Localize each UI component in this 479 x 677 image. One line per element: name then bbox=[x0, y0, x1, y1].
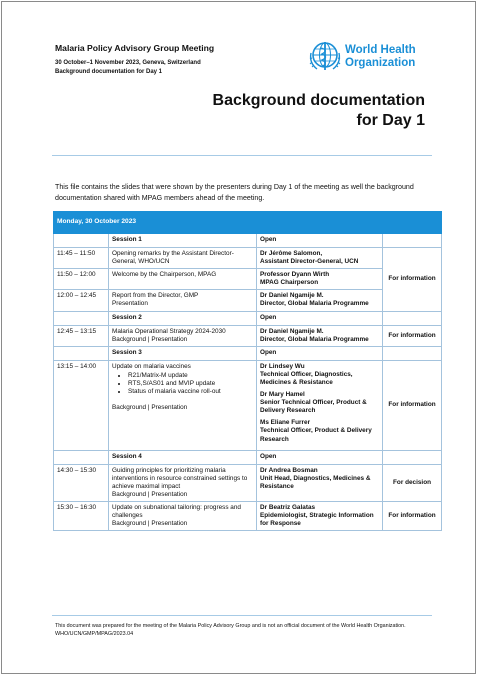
session-label: Session 3 bbox=[109, 346, 257, 360]
table-row bbox=[54, 501, 442, 530]
list-item: • Status of malaria vaccine roll-out bbox=[128, 388, 253, 396]
footer-divider bbox=[52, 615, 432, 616]
time-cell: 11:45 – 11:50 bbox=[54, 248, 109, 269]
time-cell: 15:30 – 16:30 bbox=[54, 501, 109, 530]
list-item: • R21/Matrix-M update bbox=[128, 372, 253, 380]
table-row bbox=[54, 248, 442, 269]
open-label: Open bbox=[257, 346, 383, 360]
speaker-cell: Dr Lindsey Wu Technical Officer, Diagnostics, Medicines & Resistance Dr Mary Hamel Senior Technical Officer, Product & Delivery Research Ms Eliane Furrer Technical Officer, Product & Delivery Research bbox=[257, 360, 383, 450]
session-header-row bbox=[54, 346, 442, 360]
who-logo bbox=[307, 39, 432, 79]
session-cell: Report from the Director, GMP Presentation bbox=[109, 290, 257, 311]
footer bbox=[55, 623, 435, 638]
speaker-cell: Dr Daniel Ngamije M. Director, Global Malaria Programme bbox=[257, 325, 383, 346]
who-emblem-icon bbox=[307, 39, 343, 75]
time-cell: 14:30 – 15:30 bbox=[54, 464, 109, 501]
purpose-cell: For information bbox=[383, 325, 442, 346]
session-header-row bbox=[54, 234, 442, 248]
speaker-cell: Dr Jérôme Salomon, Assistant Director-General, UCN bbox=[257, 248, 383, 269]
session-cell: Malaria Operational Strategy 2024-2030 Background | Presentation bbox=[109, 325, 257, 346]
session-cell: Opening remarks by the Assistant Director-General, WHO/UCN bbox=[109, 248, 257, 269]
open-label: Open bbox=[257, 450, 383, 464]
document-page bbox=[1, 1, 476, 674]
meeting-date-line: 30 October–1 November 2023, Geneva, Switzerland bbox=[55, 60, 201, 66]
purpose-cell: For decision bbox=[383, 464, 442, 501]
time-cell: 13:15 – 14:00 bbox=[54, 360, 109, 450]
session-cell: Welcome by the Chairperson, MPAG bbox=[109, 269, 257, 290]
purpose-cell: For information bbox=[383, 501, 442, 530]
open-label: Open bbox=[257, 234, 383, 248]
speaker-cell: Dr Daniel Ngamije M. Director, Global Malaria Programme bbox=[257, 290, 383, 311]
session-header-row bbox=[54, 311, 442, 325]
day-header-row bbox=[54, 212, 442, 234]
title-divider bbox=[52, 155, 432, 156]
session-label: Session 1 bbox=[109, 234, 257, 248]
list-item: • RTS,S/AS01 and MVIP update bbox=[128, 380, 253, 388]
footer-note: This document was prepared for the meeting of the Malaria Policy Advisory Group and is not an official document of the World Health Organization. bbox=[55, 623, 406, 629]
meeting-title: Malaria Policy Advisory Group Meeting bbox=[55, 43, 215, 53]
session-label: Session 4 bbox=[109, 450, 257, 464]
speaker-cell: Dr Andrea Bosman Unit Head, Diagnostics, Medicines & Resistance bbox=[257, 464, 383, 501]
topic-list bbox=[112, 372, 253, 396]
time-cell: 12:00 – 12:45 bbox=[54, 290, 109, 311]
meeting-subtitle bbox=[55, 59, 201, 76]
doc-links[interactable]: Background | Presentation bbox=[112, 404, 188, 412]
meeting-doc-line: Background documentation for Day 1 bbox=[55, 68, 163, 75]
session-cell: Update on malaria vaccines • R21/Matrix-M update • RTS,S/AS01 and MVIP update • Status of malaria vaccine roll-out Background | Presentation bbox=[109, 360, 257, 450]
time-cell: 12:45 – 13:15 bbox=[54, 325, 109, 346]
open-label: Open bbox=[257, 311, 383, 325]
purpose-cell: For information bbox=[383, 248, 442, 312]
table-row bbox=[54, 464, 442, 501]
session-cell: Guiding principles for prioritizing malaria interventions in resource constrained settings to achieve maximal impact Background | Presentation bbox=[109, 464, 257, 501]
table-row bbox=[54, 325, 442, 346]
agenda-table bbox=[53, 211, 442, 531]
session-header-row bbox=[54, 450, 442, 464]
purpose-cell: For information bbox=[383, 360, 442, 450]
time-cell: 11:50 – 12:00 bbox=[54, 269, 109, 290]
speaker-cell: Professor Dyann Wirth MPAG Chairperson bbox=[257, 269, 383, 290]
day-label: Monday, 30 October 2023 bbox=[54, 212, 442, 234]
table-row bbox=[54, 360, 442, 450]
session-cell: Update on subnational tailoring: progress and challenges Background | Presentation bbox=[109, 501, 257, 530]
document-code: WHO/UCN/GMP/MPAG/2023.04 bbox=[55, 630, 134, 637]
session-label: Session 2 bbox=[109, 311, 257, 325]
who-wordmark: World Health Organization bbox=[345, 44, 416, 69]
intro-paragraph: This file contains the slides that were shown by the presenters during Day 1 of the meeting as well the background documentation shared with MPAG members ahead of the meeting. bbox=[55, 183, 414, 202]
document-title: Background documentation for Day 1 bbox=[212, 92, 425, 129]
speaker-cell: Dr Beatriz Galatas Epidemiologist, Strategic Information for Response bbox=[257, 501, 383, 530]
